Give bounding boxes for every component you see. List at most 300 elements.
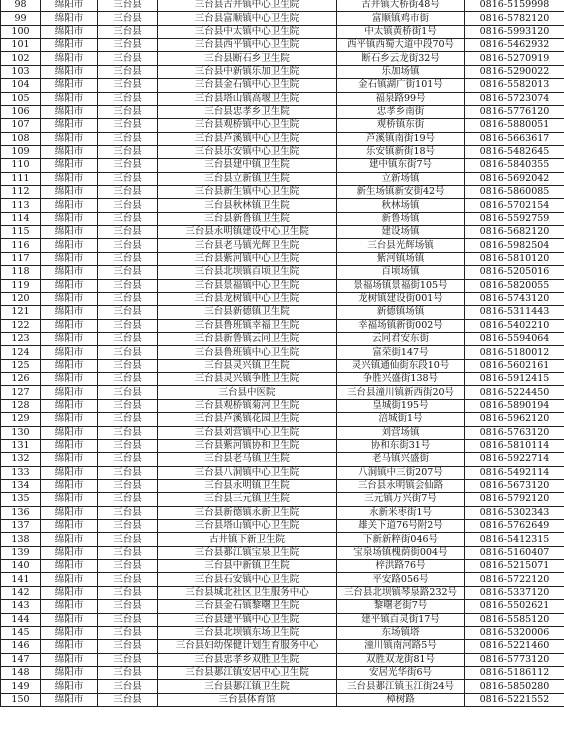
table-row [1,92,564,105]
phone-cell: 0816-5880051 [465,119,564,132]
phone-cell: 0816-5993120 [465,25,564,38]
address-cell: 三台县北坝镇琴泉路232号 [337,586,465,599]
county-cell: 三台县 [98,693,158,706]
row-number: 114 [1,212,41,225]
address-cell: 幸福场镇新街002号 [337,319,465,332]
institution-name-cell: 三台县芦溪镇花园卫生院 [158,413,337,426]
phone-cell: 0816-5682120 [465,226,564,239]
phone-cell: 0816-5302343 [465,506,564,519]
county-cell: 三台县 [98,426,158,439]
phone-cell: 0816-5482645 [465,145,564,158]
phone-cell: 0816-5922714 [465,453,564,466]
row-number: 115 [1,226,41,239]
county-cell: 三台县 [98,520,158,533]
row-number: 143 [1,600,41,613]
county-cell: 三台县 [98,199,158,212]
city-cell: 绵阳市 [41,306,98,319]
phone-cell: 0816-5594064 [465,332,564,345]
address-cell: 富顺镇鸡市街 [337,12,465,25]
table-row [1,0,564,12]
institution-name-cell: 三台县龙树镇中心卫生院 [158,292,337,305]
table-row [1,105,564,118]
address-cell: 秋林场镇 [337,199,465,212]
address-cell: 断石乡云龙街32号 [337,52,465,65]
table-row [1,226,564,239]
institution-name-cell: 三台县郪江镇安居中心卫生院 [158,666,337,679]
table-row [1,65,564,78]
institution-name-cell: 三台县永明镇建设中心卫生院 [158,226,337,239]
city-cell: 绵阳市 [41,92,98,105]
institution-name-cell: 三台县金石镇黎曙卫生院 [158,600,337,613]
institution-name-cell: 三台县北坝镇百顷卫生院 [158,266,337,279]
institution-name-cell: 三台县建中镇卫生院 [158,159,337,172]
address-cell: 三元镇万兴街7号 [337,493,465,506]
county-cell: 三台县 [98,666,158,679]
phone-cell: 0816-5776120 [465,105,564,118]
address-cell: 乐安镇新街18号 [337,145,465,158]
phone-cell: 0816-5860085 [465,186,564,199]
county-cell: 三台县 [98,39,158,52]
table-row [1,453,564,466]
county-cell: 三台县 [98,79,158,92]
address-cell: 观桥镇东街 [337,119,465,132]
table-row [1,560,564,573]
table-row [1,132,564,145]
row-number: 132 [1,453,41,466]
county-cell: 三台县 [98,292,158,305]
phone-cell: 0816-5221460 [465,640,564,653]
address-cell: 福泉路99号 [337,92,465,105]
address-cell: 忠孝乡南街 [337,105,465,118]
institution-name-cell: 三台县灵兴镇争胜卫生院 [158,373,337,386]
city-cell: 绵阳市 [41,680,98,693]
address-cell: 云同君安东街 [337,332,465,345]
city-cell: 绵阳市 [41,413,98,426]
county-cell: 三台县 [98,12,158,25]
institution-name-cell: 三台县鲁班镇中心卫生院 [158,346,337,359]
county-cell: 三台县 [98,533,158,546]
city-cell: 绵阳市 [41,386,98,399]
city-cell: 绵阳市 [41,506,98,519]
table-row [1,359,564,372]
row-number: 134 [1,479,41,492]
table-row [1,292,564,305]
row-number: 149 [1,680,41,693]
row-number: 145 [1,626,41,639]
address-cell: 潼川镇南河路5号 [337,640,465,653]
city-cell: 绵阳市 [41,319,98,332]
county-cell: 三台县 [98,266,158,279]
phone-cell: 0816-5585120 [465,613,564,626]
county-cell: 三台县 [98,613,158,626]
city-cell: 绵阳市 [41,520,98,533]
county-cell: 三台县 [98,600,158,613]
table-row [1,172,564,185]
address-cell: 新德镇场镇 [337,306,465,319]
phone-cell: 0816-5762649 [465,520,564,533]
table-row [1,145,564,158]
city-cell: 绵阳市 [41,546,98,559]
row-number: 100 [1,25,41,38]
county-cell: 三台县 [98,439,158,452]
county-cell: 三台县 [98,506,158,519]
address-cell: 八洞镇中三街207号 [337,466,465,479]
phone-cell: 0816-5982504 [465,239,564,252]
institution-name-cell: 三台县新生镇中心卫生院 [158,186,337,199]
address-cell: 平安路056号 [337,573,465,586]
address-cell: 樟树路 [337,693,465,706]
table-row [1,626,564,639]
address-cell: 黎曙老街7号 [337,600,465,613]
table-row [1,199,564,212]
table-row [1,479,564,492]
city-cell: 绵阳市 [41,346,98,359]
row-number: 109 [1,145,41,158]
table-row [1,306,564,319]
city-cell: 绵阳市 [41,613,98,626]
row-number: 147 [1,653,41,666]
address-cell: 新生场镇新安街42号 [337,186,465,199]
table-row [1,680,564,693]
city-cell: 绵阳市 [41,426,98,439]
city-cell: 绵阳市 [41,292,98,305]
phone-cell: 0816-5792120 [465,493,564,506]
row-number: 101 [1,39,41,52]
phone-cell: 0816-5840355 [465,159,564,172]
city-cell: 绵阳市 [41,693,98,706]
city-cell: 绵阳市 [41,212,98,225]
city-cell: 绵阳市 [41,252,98,265]
institution-name-cell: 三台县老马镇光辉卫生院 [158,239,337,252]
table-row [1,493,564,506]
row-number: 108 [1,132,41,145]
institution-name-cell: 三台县紫河镇中心卫生院 [158,252,337,265]
institution-name-cell: 三台县新德镇卫生院 [158,306,337,319]
county-cell: 三台县 [98,226,158,239]
city-cell: 绵阳市 [41,39,98,52]
row-number: 104 [1,79,41,92]
city-cell: 绵阳市 [41,0,98,12]
address-cell: 宝泉场镇槐荫街004号 [337,546,465,559]
institution-name-cell: 三台县立新镇卫生院 [158,172,337,185]
address-cell: 富荣街147号 [337,346,465,359]
phone-cell: 0816-5270919 [465,52,564,65]
row-number: 138 [1,533,41,546]
county-cell: 三台县 [98,586,158,599]
table-row [1,533,564,546]
city-cell: 绵阳市 [41,145,98,158]
row-number: 112 [1,186,41,199]
county-cell: 三台县 [98,373,158,386]
county-cell: 三台县 [98,560,158,573]
county-cell: 三台县 [98,332,158,345]
phone-cell: 0816-5850280 [465,680,564,693]
institution-name-cell: 三台县乐安镇中心卫生院 [158,145,337,158]
county-cell: 三台县 [98,0,158,12]
table-row [1,426,564,439]
row-number: 131 [1,439,41,452]
row-number: 144 [1,613,41,626]
phone-cell: 0816-5320006 [465,626,564,639]
county-cell: 三台县 [98,493,158,506]
row-number: 125 [1,359,41,372]
row-number: 102 [1,52,41,65]
address-cell: 古井镇大桥街48号 [337,0,465,12]
phone-cell: 0816-5692042 [465,172,564,185]
phone-cell: 0816-5602161 [465,359,564,372]
institution-name-cell: 三台县金石镇中心卫生院 [158,79,337,92]
table-row [1,12,564,25]
address-cell: 乐加场镇 [337,65,465,78]
address-cell: 金石镇湖广街101号 [337,79,465,92]
phone-cell: 0816-5820055 [465,279,564,292]
address-cell: 芦溪镇南街19号 [337,132,465,145]
institution-name-cell: 三台县新德镇永新卫生院 [158,506,337,519]
city-cell: 绵阳市 [41,493,98,506]
phone-cell: 0816-5337120 [465,586,564,599]
row-number: 133 [1,466,41,479]
county-cell: 三台县 [98,119,158,132]
county-cell: 三台县 [98,92,158,105]
institution-name-cell: 三台县塔山镇高堰卫生院 [158,92,337,105]
county-cell: 三台县 [98,626,158,639]
table-row [1,239,564,252]
table-row [1,119,564,132]
table-row [1,600,564,613]
county-cell: 三台县 [98,25,158,38]
institution-name-cell: 三台县永明镇卫生院 [158,479,337,492]
table-row [1,653,564,666]
phone-cell: 0816-5912415 [465,373,564,386]
address-cell: 百顷场镇 [337,266,465,279]
phone-cell: 0816-5810114 [465,439,564,452]
county-cell: 三台县 [98,479,158,492]
county-cell: 三台县 [98,172,158,185]
address-cell: 建设场镇 [337,226,465,239]
row-number: 127 [1,386,41,399]
row-number: 136 [1,506,41,519]
institution-name-cell: 三台县郪江镇卫生院 [158,680,337,693]
county-cell: 三台县 [98,306,158,319]
row-number: 141 [1,573,41,586]
institution-name-cell: 三台县中太镇中心卫生院 [158,25,337,38]
phone-cell: 0816-5462932 [465,39,564,52]
city-cell: 绵阳市 [41,132,98,145]
city-cell: 绵阳市 [41,600,98,613]
table-row [1,520,564,533]
city-cell: 绵阳市 [41,573,98,586]
institution-name-cell: 三台县石安镇中心卫生院 [158,573,337,586]
row-number: 118 [1,266,41,279]
county-cell: 三台县 [98,159,158,172]
county-cell: 三台县 [98,573,158,586]
phone-cell: 0816-5492114 [465,466,564,479]
table-row [1,386,564,399]
phone-cell: 0816-5773120 [465,653,564,666]
phone-cell: 0816-5663617 [465,132,564,145]
address-cell: 梓洪路76号 [337,560,465,573]
city-cell: 绵阳市 [41,399,98,412]
city-cell: 绵阳市 [41,439,98,452]
row-number: 121 [1,306,41,319]
table-row [1,466,564,479]
city-cell: 绵阳市 [41,199,98,212]
county-cell: 三台县 [98,252,158,265]
table-row [1,346,564,359]
city-cell: 绵阳市 [41,159,98,172]
table-row [1,546,564,559]
institution-name-cell: 三台县灵兴镇卫生院 [158,359,337,372]
address-cell: 龙树镇建设街001号 [337,292,465,305]
address-cell: 中太镇黄桥街1号 [337,25,465,38]
city-cell: 绵阳市 [41,479,98,492]
institution-name-cell: 三台县北坝镇东场卫生院 [158,626,337,639]
table-row [1,52,564,65]
phone-cell: 0816-5782120 [465,12,564,25]
row-number: 120 [1,292,41,305]
table-row [1,586,564,599]
address-cell: 雄关下道76号附2号 [337,520,465,533]
institution-name-cell: 三台县新鲁镇云同卫生院 [158,332,337,345]
address-cell: 协和东街31号 [337,439,465,452]
table-row [1,613,564,626]
city-cell: 绵阳市 [41,332,98,345]
institution-name-cell: 三台县郪江镇宝泉卫生院 [158,546,337,559]
row-number: 98 [1,0,41,12]
row-number: 113 [1,199,41,212]
institution-name-cell: 三台县忠孝乡卫生院 [158,105,337,118]
row-number: 110 [1,159,41,172]
row-number: 117 [1,252,41,265]
city-cell: 绵阳市 [41,186,98,199]
phone-cell: 0816-5890194 [465,399,564,412]
county-cell: 三台县 [98,346,158,359]
table-row [1,159,564,172]
row-number: 146 [1,640,41,653]
row-number: 130 [1,426,41,439]
row-number: 103 [1,65,41,78]
city-cell: 绵阳市 [41,226,98,239]
row-number: 129 [1,413,41,426]
table-row [1,693,564,706]
county-cell: 三台县 [98,680,158,693]
institution-name-cell: 三台县紫河镇协和卫生院 [158,439,337,452]
institution-name-cell: 三台县断石乡卫生院 [158,52,337,65]
row-number: 148 [1,666,41,679]
phone-cell: 0816-5186112 [465,666,564,679]
city-cell: 绵阳市 [41,560,98,573]
city-cell: 绵阳市 [41,640,98,653]
county-cell: 三台县 [98,279,158,292]
row-number: 106 [1,105,41,118]
city-cell: 绵阳市 [41,666,98,679]
address-cell: 立新场镇 [337,172,465,185]
row-number: 150 [1,693,41,706]
row-number: 111 [1,172,41,185]
row-number: 139 [1,546,41,559]
city-cell: 绵阳市 [41,239,98,252]
table-row [1,25,564,38]
row-number: 135 [1,493,41,506]
city-cell: 绵阳市 [41,119,98,132]
county-cell: 三台县 [98,145,158,158]
address-cell: 下新新粹街046号 [337,533,465,546]
phone-cell: 0816-5702154 [465,199,564,212]
phone-cell: 0816-5159998 [465,0,564,12]
institution-name-cell: 三台县体育馆 [158,693,337,706]
row-number: 124 [1,346,41,359]
institution-name-cell: 三台县新鲁镇卫生院 [158,212,337,225]
row-number: 119 [1,279,41,292]
phone-cell: 0816-5502621 [465,600,564,613]
city-cell: 绵阳市 [41,266,98,279]
city-cell: 绵阳市 [41,626,98,639]
county-cell: 三台县 [98,640,158,653]
phone-cell: 0816-5962120 [465,413,564,426]
row-number: 123 [1,332,41,345]
row-number: 140 [1,560,41,573]
address-cell: 永新米枣街1号 [337,506,465,519]
address-cell: 紫河镇场镇 [337,252,465,265]
county-cell: 三台县 [98,546,158,559]
county-cell: 三台县 [98,65,158,78]
city-cell: 绵阳市 [41,466,98,479]
row-number: 99 [1,12,41,25]
institution-name-cell: 三台县城北社区卫生服务中心 [158,586,337,599]
phone-cell: 0816-5221552 [465,693,564,706]
institution-name-cell: 三台县鲁班镇幸福卫生院 [158,319,337,332]
table-row [1,279,564,292]
table-row [1,252,564,265]
table-row [1,573,564,586]
address-cell: 双胜双龙街81号 [337,653,465,666]
city-cell: 绵阳市 [41,533,98,546]
phone-cell: 0816-5180012 [465,346,564,359]
table-row [1,506,564,519]
county-cell: 三台县 [98,52,158,65]
institution-name-cell: 三台县西平镇中心卫生院 [158,39,337,52]
institution-name-cell: 古井镇下新卫生院 [158,533,337,546]
institution-name-cell: 三台县忠孝乡双胜卫生院 [158,653,337,666]
row-number: 142 [1,586,41,599]
table-row [1,399,564,412]
phone-cell: 0816-5205016 [465,266,564,279]
county-cell: 三台县 [98,132,158,145]
table-row [1,439,564,452]
row-number: 107 [1,119,41,132]
address-cell: 涪城街1号 [337,413,465,426]
phone-cell: 0816-5402210 [465,319,564,332]
county-cell: 三台县 [98,239,158,252]
address-cell: 老马镇兴盛街 [337,453,465,466]
institution-name-cell: 三台县秋林镇卫生院 [158,199,337,212]
county-cell: 三台县 [98,359,158,372]
phone-cell: 0816-5224450 [465,386,564,399]
address-cell: 新鲁场镇 [337,212,465,225]
city-cell: 绵阳市 [41,373,98,386]
table-row [1,39,564,52]
city-cell: 绵阳市 [41,653,98,666]
address-cell: 刘营场镇 [337,426,465,439]
table-row [1,413,564,426]
table-row [1,212,564,225]
phone-cell: 0816-5215071 [465,560,564,573]
city-cell: 绵阳市 [41,105,98,118]
institution-name-cell: 三台县中医院 [158,386,337,399]
address-cell: 三台县光辉场镇 [337,239,465,252]
county-cell: 三台县 [98,653,158,666]
phone-cell: 0816-5412315 [465,533,564,546]
